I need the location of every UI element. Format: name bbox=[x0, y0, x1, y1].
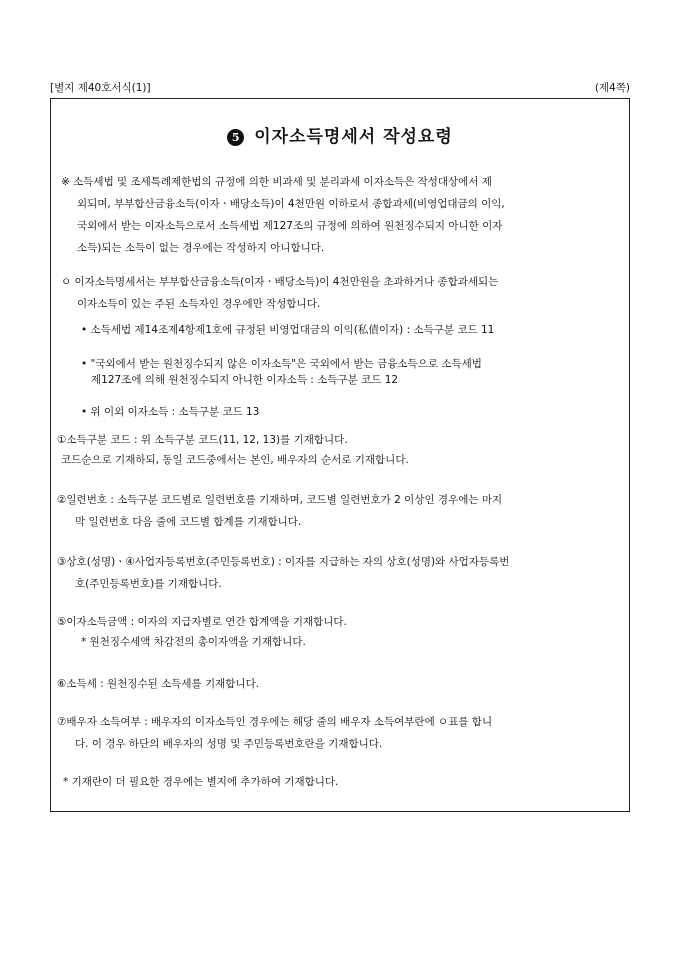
item-line: ③상호(성명)ㆍ④사업자등록번호(주민등록번호) : 이자를 지급하는 자의 상호(성명)와 사업자등록번 bbox=[57, 556, 510, 568]
note-line: 소득)되는 소득이 없는 경우에는 작성하지 아니합니다. bbox=[77, 242, 325, 254]
code-bullet: • 소득세법 제14조제4항제1호에 규정된 비영업대금의 이익(私債이자) : 소득구분 코드 11 bbox=[81, 324, 495, 336]
code-bullet: • "국외에서 받는 원천징수되지 않은 이자소득"은 국외에서 받는 금융소득으로 소득세법 bbox=[81, 358, 482, 370]
item-payer bbox=[57, 551, 509, 595]
footer-note: * 기재란이 더 필요한 경우에는 별지에 추가하여 기재합니다. bbox=[63, 776, 339, 788]
code-bullet-list bbox=[81, 319, 494, 423]
item-interest-amount bbox=[57, 611, 347, 653]
intro-line: 이자소득이 있는 주된 소득자인 경우에만 작성합니다. bbox=[77, 298, 321, 310]
item-line: ⑤이자소득금액 : 이자의 지급자별로 연간 합계액을 기재합니다. bbox=[57, 616, 347, 628]
title-text: 이자소득명세서 작성요령 bbox=[254, 127, 453, 147]
item-line: ①소득구분 코드 : 위 소득구분 코드(11, 12, 13)를 기재합니다. bbox=[57, 434, 348, 446]
exclusion-note bbox=[61, 171, 505, 259]
code-bullet: • 위 이외 이자소득 : 소득구분 코드 13 bbox=[81, 406, 260, 418]
note-line: 외되며, 부부합산금융소득(이자ㆍ배당소득)이 4천만원 이하로서 종합과세(비영업대금의 이익, bbox=[77, 198, 505, 210]
item-line: 코드순으로 기재하되, 동일 코드중에서는 본인, 배우자의 순서로 기재합니다. bbox=[61, 454, 409, 466]
item-income-tax bbox=[57, 673, 259, 695]
item-line: 막 일련번호 다음 줄에 코드별 합계를 기재합니다. bbox=[75, 516, 302, 528]
note-line: 국외에서 받는 이자소득으로서 소득세법 제127조의 규정에 의하여 원천징수되지 아니한 이자 bbox=[77, 220, 503, 232]
item-code bbox=[57, 429, 409, 471]
item-serial bbox=[57, 489, 502, 533]
item-line: * 원천징수세액 차감전의 총이자액을 기재합니다. bbox=[81, 636, 306, 648]
intro-line: ㅇ 이자소득명세서는 부부합산금융소득(이자ㆍ배당소득)이 4천만원을 초과하거나 종합과세되는 bbox=[61, 276, 499, 288]
page-label: (제4쪽) bbox=[594, 82, 630, 94]
form-id: [별지 제40호서식(1)] bbox=[50, 82, 151, 94]
item-line: ⑥소득세 : 원천징수된 소득세를 기재합니다. bbox=[57, 678, 260, 690]
item-line: ②일련번호 : 소득구분 코드별로 일련번호를 기재하며, 코드별 일련번호가 2 이상인 경우에는 마지 bbox=[57, 494, 503, 506]
page-title bbox=[51, 125, 629, 149]
guide-box bbox=[50, 98, 630, 812]
note-line: ※ 소득세법 및 조세특례제한법의 규정에 의한 비과세 및 분리과세 이자소득은 작성대상에서 제 bbox=[61, 176, 492, 188]
section-number-badge: 5 bbox=[227, 129, 244, 146]
code-bullet-cont: 제127조에 의해 원천징수되지 아니한 이자소득 : 소득구분 코드 12 bbox=[91, 374, 399, 386]
item-line: 다. 이 경우 하단의 배우자의 성명 및 주민등록번호란을 기재합니다. bbox=[75, 738, 383, 750]
item-spouse bbox=[57, 711, 492, 755]
intro-paragraph bbox=[61, 271, 498, 315]
form-header bbox=[50, 80, 630, 96]
item-line: ⑦배우자 소득여부 : 배우자의 이자소득인 경우에는 해당 줄의 배우자 소득여부란에 ㅇ표를 합니 bbox=[57, 716, 493, 728]
item-line: 호(주민등록번호)를 기재합니다. bbox=[75, 578, 222, 590]
